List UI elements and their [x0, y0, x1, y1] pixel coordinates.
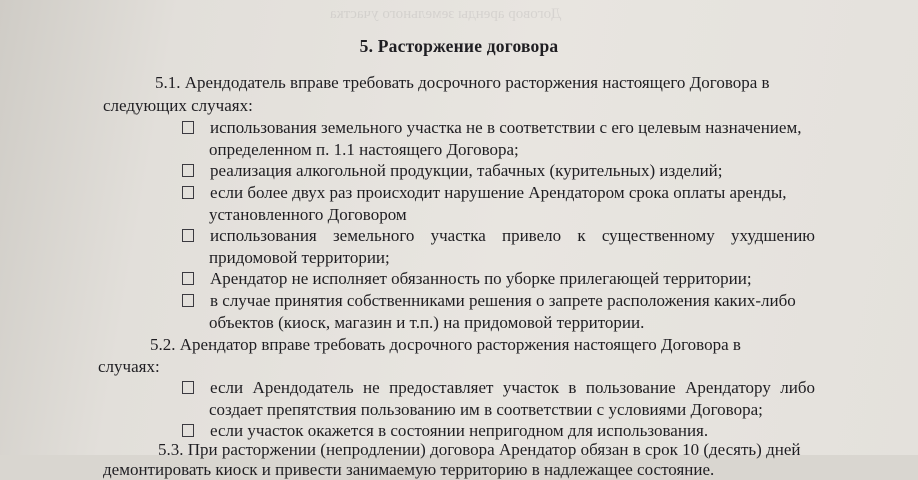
list-item-cont: определенном п. 1.1 настоящего Договора; — [209, 140, 519, 159]
list-item: использования земельного участка не в соответствии с его целевым назначением, — [182, 118, 801, 138]
checkbox-icon — [182, 294, 194, 307]
list-item-cont: установленного Договором — [209, 205, 407, 224]
checkbox-icon — [182, 424, 194, 437]
checkbox-icon — [182, 186, 194, 199]
bleed-through-text: Договор аренды земельного участка — [330, 6, 562, 22]
list-item-cont: объектов (киоск, магазин и т.п.) на придомовой территории. — [209, 313, 645, 332]
clause-5-3: 5.3. При расторжении (непродлении) договора Арендатор обязан в срок 10 (десять) дней — [158, 440, 801, 459]
list-item-cont: создает препятствия пользованию им в соответствии с условиями Договора; — [209, 400, 763, 419]
list-item: если участок окажется в состоянии непригодном для использования. — [182, 421, 708, 441]
list-item: в случае принятия собственниками решения о запрете расположения каких-либо — [182, 291, 796, 311]
list-item-cont: придомовой территории; — [209, 248, 390, 267]
list-item: использования земельного участка привело к существенному ухудшению — [182, 226, 815, 246]
clause-5-1-intro: 5.1. Арендодатель вправе требовать досрочного расторжения настоящего Договора в — [155, 73, 770, 92]
section-title: 5. Расторжение договора — [359, 36, 559, 56]
checkbox-icon — [182, 164, 194, 177]
checkbox-icon — [182, 381, 194, 394]
clause-5-2-intro: 5.2. Арендатор вправе требовать досрочного расторжения настоящего Договора в — [150, 335, 741, 354]
clause-5-2-intro-cont: случаях: — [98, 357, 160, 376]
list-item: если Арендодатель не предоставляет участок в пользование Арендатору либо — [182, 378, 815, 398]
checkbox-icon — [182, 229, 194, 242]
checkbox-icon — [182, 272, 194, 285]
clause-5-3-cont: демонтировать киоск и привести занимаемую территорию в надлежащее состояние. — [103, 460, 715, 479]
list-item: реализация алкогольной продукции, табачных (курительных) изделий; — [182, 161, 722, 181]
list-item: Арендатор не исполняет обязанность по уборке прилегающей территории; — [182, 269, 752, 289]
checkbox-icon — [182, 121, 194, 134]
clause-5-1-intro-cont: следующих случаях: — [103, 96, 253, 115]
list-item: если более двух раз происходит нарушение Арендатором срока оплаты аренды, — [182, 183, 787, 203]
